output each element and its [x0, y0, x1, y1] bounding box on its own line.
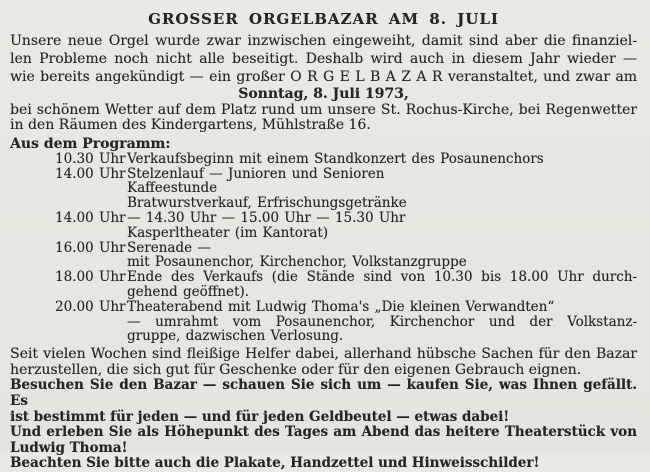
highlight-line: Ludwig Thoma!	[10, 439, 128, 456]
intro-line: len Probleme noch nicht alle beseitigt. Deshalb wird auch in diesem Jahr wieder —	[10, 50, 637, 67]
highlight-line: Und erleben Sie als Höhepunkt des Tages am Abend das heitere Theaterstück von	[10, 424, 637, 441]
document-title: GROSSER ORGELBAZAR AM 8. JULI	[148, 10, 499, 28]
program-time	[55, 315, 127, 330]
program-row	[10, 211, 637, 226]
program-time	[55, 196, 127, 211]
program-description: Serenade —	[127, 239, 211, 256]
program-row	[10, 241, 637, 256]
program-description: mit Posaunenchor, Kirchenchor, Volkstanzgruppe	[127, 254, 467, 271]
program-description: Stelzenlauf — Junioren und Senioren	[127, 165, 385, 182]
program-row	[10, 315, 637, 330]
program-row	[10, 167, 637, 182]
intro-paragraph	[10, 33, 637, 86]
program-time: 16.00 Uhr	[55, 239, 126, 256]
program-description: Ende des Verkaufs (die Stände sind von 10.30 bis 18.00 Uhr durch-	[127, 269, 637, 286]
program-row	[10, 226, 637, 241]
program-time: 10.30 Uhr	[55, 150, 126, 167]
program-description: gruppe, dazwischen Verlosung.	[127, 328, 344, 345]
program-description: Theaterabend mit Ludwig Thoma's „Die kleinen Verwandten“	[127, 298, 555, 315]
program-time: 14.00 Uhr	[55, 165, 126, 182]
helpers-line: Seit vielen Wochen sind fleißige Helfer dabei, allerhand hübsche Sachen für den Bazar	[10, 346, 637, 363]
helpers-paragraph	[10, 347, 637, 378]
program-heading: Aus dem Programm:	[10, 135, 171, 152]
program-description: Kasperltheater (im Kantorat)	[127, 224, 329, 241]
program-description: — umrahmt vom Posaunenchor, Kirchenchor und der Volkstanz-	[127, 313, 637, 330]
notice-line: Beachten Sie bitte auch die Plakate, Handzettel und Hinweisschilder!	[10, 455, 540, 472]
event-date: Sonntag, 8. Juli 1973,	[238, 86, 409, 103]
program-time	[55, 285, 127, 300]
program-description: — 14.30 Uhr — 15.00 Uhr — 15.30 Uhr	[127, 210, 406, 227]
highlight-paragraph	[10, 425, 637, 456]
program-time	[55, 181, 127, 196]
notice-paragraph	[10, 456, 637, 472]
program-description: Bratwurstverkauf, Erfrischungsgetränke	[127, 195, 407, 212]
program-time: 20.00 Uhr	[55, 298, 126, 315]
closing-section	[10, 347, 637, 472]
program-time	[55, 255, 127, 270]
location-paragraph	[10, 103, 637, 134]
program-description: Kaffeestunde	[127, 180, 218, 197]
program-row	[10, 285, 637, 300]
location-line: bei schönem Wetter auf dem Platz rund um unsere St. Rochus-Kirche, bei Regenwetter	[10, 101, 637, 118]
program-description: gehend geöffnet).	[127, 284, 249, 301]
helpers-line: herzustellen, die sich gut für Geschenke oder für den eigenen Gebrauch eignen.	[10, 361, 582, 378]
program-time	[55, 329, 127, 344]
program-row	[10, 270, 637, 285]
program-row	[10, 300, 637, 315]
program-time: 14.00 Uhr	[55, 210, 126, 227]
program-list	[10, 152, 637, 344]
program-time: 18.00 Uhr	[55, 269, 126, 286]
visit-line: Besuchen Sie den Bazar — schauen Sie sich um — kaufen Sie, was Ihnen gefällt. Es	[10, 377, 637, 410]
program-row	[10, 152, 637, 167]
visit-paragraph	[10, 378, 637, 425]
program-row	[10, 196, 637, 211]
intro-line: Unsere neue Orgel wurde zwar inzwischen eingeweiht, damit sind aber die finanziel-	[10, 33, 637, 49]
program-description: Verkaufsbeginn mit einem Standkonzert des Posaunenchors	[127, 150, 544, 167]
program-row	[10, 329, 637, 344]
intro-line: wie bereits angekündigt — ein großer O R G E L B A Z A R veranstaltet, und zwar am	[10, 68, 637, 85]
program-row	[10, 181, 637, 196]
location-line: in den Räumen des Kindergartens, Mühlstraße 16.	[10, 117, 371, 134]
program-time	[55, 226, 127, 241]
program-row	[10, 255, 637, 270]
visit-line: ist bestimmt für jeden — und für jeden Geldbeutel — etwas dabei!	[10, 408, 510, 425]
